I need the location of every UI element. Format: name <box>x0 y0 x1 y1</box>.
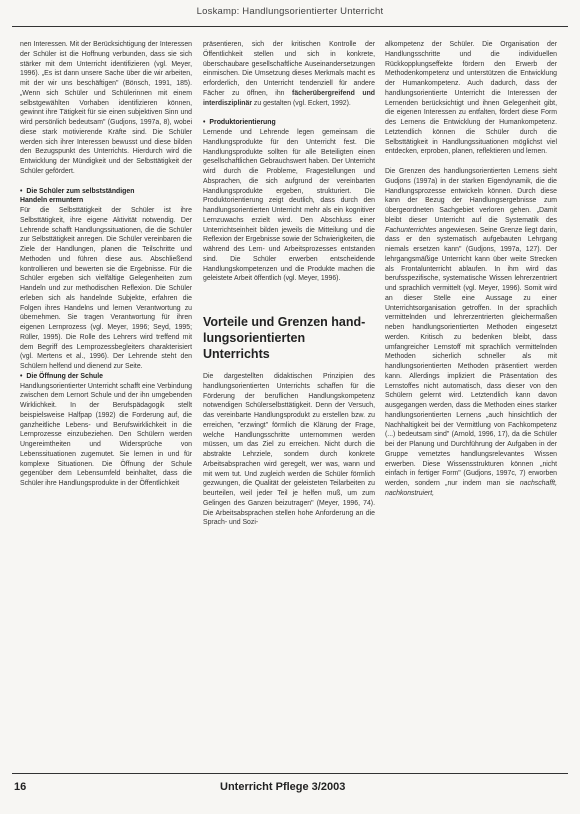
paragraph: Die dargestellten didaktischen Prinzipien des handlungsorientierten Unterrichts schaffen für die Förderung der beruflichen Handlungskompetenz notwendigen Schülerselbsttätigkeit. Denn der Versuch, das vereinbarte Handlungsprodukt zu erstellen bzw. zu erreichen, "erzwingt" förmlich die Klärung der Frage, welche Handlungsschritte unternommen werden müssen, um das Ziel zu erreichen. Nicht durch die abstrakte Lehrziele, sondern durch konkrete Arbeitsabsprachen wird geregelt, wer was, wann und mit wem tut. Und zugleich werden die Schüler förmlich gezwungen, die Qualität der geleisteten Teilarbeiten zu beurteilen, weil jeder Teil je helfen muß, um zum Gelingen des Ganzen beizutragen" (Meyer, 1996, 74). Die Arbeitsabsprachen stellen hohe Anforderung an die Sprach- und Sozi- <box>203 373 375 527</box>
italic-text: Fachunterrichtes <box>385 226 437 234</box>
bullet-heading-text: Die Öffnung der Schule <box>26 372 103 380</box>
running-header: Loskamp: Handlungsorientierter Unterricht <box>196 6 384 17</box>
paragraph: Für die Selbsttätigkeit der Schüler ist ihre Selbsttätigkeit, ihre eigene Aktivität notwendig. Der Lehrende schafft Handlungssituationen, die die Schüler zur Selbsttätigkeit anregen. Die Schüler vereinbaren die Ziele der Handlungen, planen die Teilschritte und Methoden und führen diese aus. Abschließend kontrollieren und bewerten sie die Ergebnisse. Für die Schüler ergeben sich vielfältige Gelegenheiten zum Handeln und zur methodischen Reflexion. Die Schüler erleben sich als handelnde Subjekte, erfahren die Folgen ihres Handelns und lernen Verantwortung zu übernehmen. Sie tragen Verantwortung für ihren eigenen Lernprozess (vgl. Meyer, 1996; Seyd, 1995; Rüller, 1995). Die Rolle des Lehrers wird treffend mit dem Begriff des Lernprozessbegleiters charakterisiert (vgl. Mertens et al., 1996). Der Lehrende steht den Schülern helfend und dienend zur Seite. <box>20 207 192 370</box>
paragraph <box>203 40 375 108</box>
paragraph: alkompetenz der Schüler. Die Organisation der Handlungsschritte und die individuellen Rückkopplungseffekte fördern den Erwerb der Methodenkompetenz und unterstützen die Entwicklung der Humankompetenz. Auch dadurch, dass der handlungsorientierte Unterricht die Interessen der Lernenden berücksichtigt und ihnen Gelegenheit gibt, die eigenen Interessen zu entfalten, fördert diese Form des Lernens die Entwicklung der Humankompetenz. Letztendlich können die Schüler durch die Selbsttätigkeit in Handlungssituationen möglichst viel entdecken, erproben, planen, reflektieren und lernen. <box>385 41 557 156</box>
section-heading-line: lungsorientierten Unterrichts <box>203 331 306 361</box>
bullet-icon: • <box>203 119 206 127</box>
italic-text: nachschafft, nachkonstruiert, <box>385 480 557 497</box>
bullet-heading <box>20 372 192 382</box>
page-number: 16 <box>14 781 27 793</box>
text-column-3 <box>385 40 557 499</box>
footer-rule <box>12 773 568 774</box>
bullet-icon: • <box>20 187 23 195</box>
bullet-heading <box>20 187 192 207</box>
bullet-icon: • <box>20 372 23 380</box>
text-run: zu gestalten (vgl. Eckert, 1992). <box>252 99 351 107</box>
bullet-heading-text: Die Schüler zum selbstständigen <box>26 187 135 195</box>
bullet-heading-text: Produktorientierung <box>209 119 276 127</box>
bullet-heading <box>203 118 375 128</box>
paragraph: Handlungsorientierter Unterricht schafft eine Verbindung zwischen dem Lernort Schule und der ihn umgebenden Wirklichkeit. In der Berufspädagogik stellt beispielsweise Halfpap (1992) die Forderung auf, die ganzheitliche Lebens- und Berufswirklichkeit in die Lernprozesse einzubeziehen. Den Schülern werden Ungereimtheiten und Widersprüche von Lebenssituationen zugemutet. Sie lernen in und für komplexe Situationen. Die Öffnung der Schule gegenüber dem Lebensumfeld beinhaltet, dass die Schüler ihre Handlungsprodukte in der Öffentlichkeit <box>20 382 192 487</box>
section-heading <box>203 314 375 362</box>
paragraph <box>385 167 557 499</box>
text-run: präsentieren, sich der kritischen Kontrolle der Öffentlichkeit stellen und sich in konkrete, überschaubare gesellschaftliche Auseinandersetzungen einmischen. Die Umsetzung dieses Merkmals macht es erforderlich, den Unterricht tendenziell für andere Fächer zu öffnen, ihn <box>203 41 375 97</box>
section-heading-line: Vorteile und Grenzen hand- <box>203 315 366 329</box>
journal-title: Unterricht Pflege 3/2003 <box>220 781 346 793</box>
paragraph: nen Interessen. Mit der Berücksichtigung der Interessen der Schüler ist die Hoffnung verbunden, dass sie sich stärker mit dem Unterricht identifizieren (vgl. Meyer, 1996). „Es ist dann unsere Sache über die wir arbeiten, mit der wir uns beschäftigen" (Bönsch, 1991, 185). „Wenn sich Schüler und Schülerinnen mit einem selbstgewählten Vorhaben identifizieren können, gewinnt ihre Tätigkeit für sie einen subjektiven Sinn und wird persönlich bedeutsam" (Gudjons, 1997a, 8), wobei diese stark motivierende Kräfte sind. Die Schüler werden sich ihrer Interessen bewusst und diese bilden den Bezugspunkt des Unterrichts. Hierdurch wird die Entwicklung der Mündigkeit und der Selbsttätigkeit der Schüler gefördert. <box>20 41 192 175</box>
text-run: Die Grenzen des handlungsorientierten Lernens sieht Gudjons (1997a) in der starken Eigendynamik, die die Handlungsprozesse entwickeln können. Durch diese kann der Bezug der Handlungsergebnisse zum übergeordneten Sachgebiet verloren gehen. „Damit bleibt dieser Unterricht auf die Systematik des <box>385 168 557 224</box>
text-run: angewiesen. Seine Grenze liegt darin, dass er den systematisch aufgebauten Lehrgang niemals ersetzen kann" (Gudjons, 1997a, 127). Der lehrgangsmäßige Unterricht kann über weite Strecken als Frontalunterricht ablaufen. In ihm wird das berufsspezifische, systematische Wissen lehrerzentriert und sprachlich vermittelt (vgl. Meyer, 1996). Somit wird an dieser Stelle eine Aussage zu einer Unterrichtsorganisation getroffen. In der sprachlich vermittelnden und lehrerzentrierten gleichermaßen neben handlungsorientierten Methoden eingesetzt werden. Kritisch zu bedenken bleibt, dass umfangreicher Lernstoff mit sprachlich vermittelnden Methoden sicherlich schneller als mit handlungsorientierten Methoden präsentiert werden kann. Allerdings impliziert die Präsentation des Lernstoffes nicht automatisch, dass dieser von den Schülern gelernt wird. Letztendlich kann davon ausgegangen werden, dass die Methoden eines starker handlungsorientierten Lernens „auch hinsichtlich der Nachhaltigkeit bei der Vermittlung von Fachkompetenz (...) bedeutsam sind" (Arnold, 1996, 17), da die Schüler bei der Planung und Durchführung der Aufgaben in der Gruppe vernetztes handlungsrelevantes Wissen erwerben. Diese Wissensstrukturen können „nicht einfach in fertiger Form" (Gudjons, 1997c, 7) erworben werden, sondern „nur indem man sie <box>385 226 557 487</box>
bullet-heading-text: Handeln ermuntern <box>20 197 84 205</box>
header-rule <box>12 26 568 27</box>
text-column-1 <box>20 40 192 489</box>
text-column-2 <box>203 40 375 528</box>
paragraph: Lernende und Lehrende legen gemeinsam die Handlungsprodukte für den Unterricht fest. Die Handlungsprodukte sollten für alle Beteiligten einen gesellschaftlichen Gebrauchswert haben. Der Unterricht wird durch die Probleme, Fragestellungen und Absprachen, die sich aufgrund der vereinbarten Handlungsprodukte ergeben, strukturiert. Die Produktorientierung zeigt deutlich, dass durch den handlungsorientierten Unterricht mehr als ein kognitiver Lernzuwachs erzielt wird. Den Abschluss einer Unterrichtseinheit bilden jeweils die Mitteilung und die Reflexion der Ergebnisse sowie der Schwierigkeiten, die während des Lern- und Arbeitsprozesses entstanden sind. Die Schüler erwerben entscheidende Handlungskompetenzen und die Produkte machen die geleistete Arbeit öffentlich (vgl. Meyer, 1996). <box>203 129 375 283</box>
bold-text: fächerübergreifend und interdisziplinär <box>203 89 375 107</box>
